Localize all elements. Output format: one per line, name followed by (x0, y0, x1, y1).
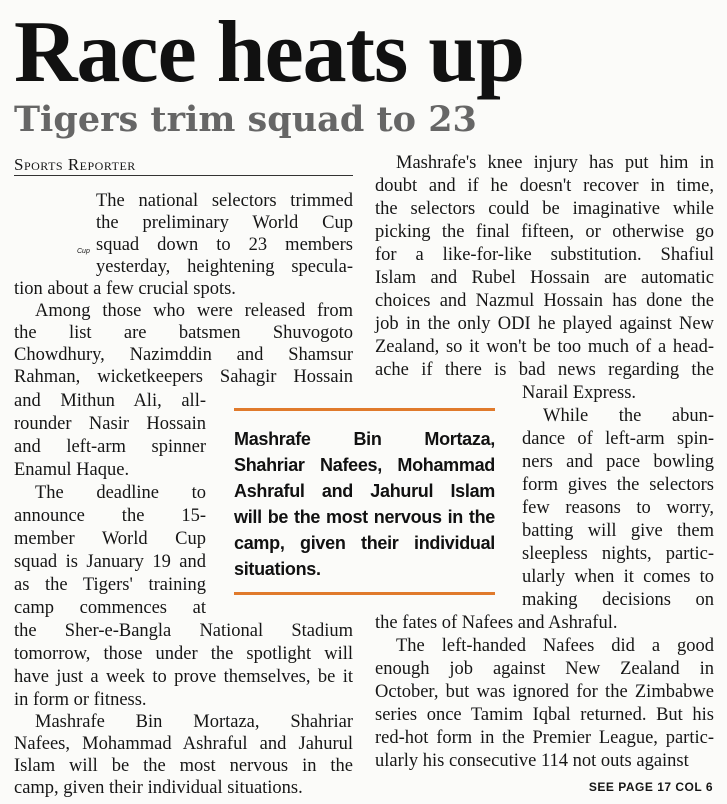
column1-line: member World Cup (14, 529, 206, 549)
pull-quote-text (234, 426, 495, 582)
column1-line: and Mithun Ali, all- (14, 391, 206, 411)
column2-line: the selectors could be imaginative while (375, 199, 714, 219)
column1-line: in form or fitness. (14, 690, 147, 710)
column2-line: series once Tamim Iqbal returned. But his (375, 705, 714, 725)
column1-line: announce the 15- (14, 506, 206, 526)
column2-line: batting will give them (522, 521, 714, 541)
pull-quote-line: situations. (234, 559, 321, 579)
column2-line: Zealand, so it won't be too much of a head- (375, 337, 714, 357)
column1-line: and left-arm spinner (14, 437, 206, 457)
column2-line: the fates of Nafees and Ashraful. (375, 613, 618, 633)
column1-line: Enamul Haque. (14, 460, 130, 480)
pull-quote-top-rule (234, 408, 495, 411)
column2-line: ularly his consecutive 114 not outs against (375, 751, 689, 771)
column1-line: the preliminary World Cup (96, 213, 353, 233)
column1-line: the list are batsmen Shuvogoto (14, 323, 353, 343)
column2-line: Mashrafe's knee injury has put him in (396, 153, 714, 173)
column1-line: have just a week to prove themselves, be it (14, 667, 353, 687)
column2-line: doubt and if he doesn't recover in time, (375, 176, 714, 196)
pull-quote-line: Shahriar Nafees, Mohammad (234, 455, 495, 475)
column1-line: Nafees, Mohammad Ashraful and Jahurul (14, 734, 353, 754)
byline-rule (14, 175, 353, 176)
column1-line: Chowdhury, Nazimddin and Shamsur (14, 345, 353, 365)
column1-line: Rahman, wicketkeepers Sahagir Hossain (14, 367, 353, 387)
column1-line: rounder Nasir Hossain (14, 414, 206, 434)
column1-line: tomorrow, those under the spotlight will (14, 644, 353, 664)
column1-line: Mashrafe Bin Mortaza, Shahriar (35, 712, 353, 732)
pull-quote-line: Mashrafe Bin Mortaza, (234, 429, 495, 449)
column1-line: tion about a few crucial spots. (14, 279, 236, 299)
pull-quote-line: will be the most nervous in the (234, 507, 495, 527)
column2-line: choices and Nazmul Hossain has done the (375, 291, 714, 311)
pull-quote-bottom-rule (234, 592, 495, 595)
column1-line: squad down to 23 members (96, 235, 353, 255)
column1-line: Islam will be the most nervous in the (14, 756, 353, 776)
jump-line: SEE PAGE 17 COL 6 (588, 780, 713, 794)
column2-line: Islam and Rubel Hossain are automatic (375, 268, 714, 288)
column2-line: Narail Express. (522, 383, 637, 403)
column1-line: The national selectors trimmed (96, 191, 353, 211)
subheadline: Tigers trim squad to 23 (14, 99, 477, 140)
pull-quote-line: Ashraful and Jahurul Islam (234, 481, 495, 501)
column2-line: ache if there is bad news regarding the (375, 360, 714, 380)
column2-line: While the abun- (543, 406, 714, 426)
column2-line: job in the only ODI he played against New (375, 314, 714, 334)
column1-line: The deadline to (35, 483, 206, 503)
column1-line: squad is January 19 and (14, 552, 206, 572)
column2-line: red-hot form in the Premier League, partic- (375, 728, 714, 748)
column1-line: camp commences at (14, 598, 206, 618)
column2-line: sleepless nights, partic- (522, 544, 714, 564)
column2-line: few reasons to worry, (522, 498, 714, 518)
byline: Sports Reporter (14, 155, 136, 174)
column1-line: as the Tigers' training (14, 575, 206, 595)
column2-line: form gives the selectors (522, 475, 714, 495)
column2-line: The left-handed Nafees did a good (396, 636, 714, 656)
column2-line: picking the final fifteen, or otherwise go (375, 222, 714, 242)
column2-line: dance of left-arm spin- (522, 429, 714, 449)
column1-line: yesterday, heightening specula- (96, 257, 353, 277)
column1-line: the Sher-e-Bangla National Stadium (14, 621, 353, 641)
cup-label: Cup (77, 248, 90, 255)
column1-line: camp, given their individual situations. (14, 778, 303, 798)
column1-line: Among those who were released from (35, 301, 353, 321)
column2-line: ularly when it comes to (522, 567, 714, 587)
pull-quote-line: camp, given their individual (234, 533, 495, 553)
column2-line: making decisions on (522, 590, 714, 610)
pull-quote (234, 408, 495, 596)
column2-line: ners and pace bowling (522, 452, 714, 472)
column2-line: October, but was ignored for the Zimbabwe (375, 682, 714, 702)
headline: Race heats up (14, 4, 525, 101)
column2-line: for a like-for-like substitution. Shafiul (375, 245, 714, 265)
column2-line: enough job against New Zealand in (375, 659, 714, 679)
